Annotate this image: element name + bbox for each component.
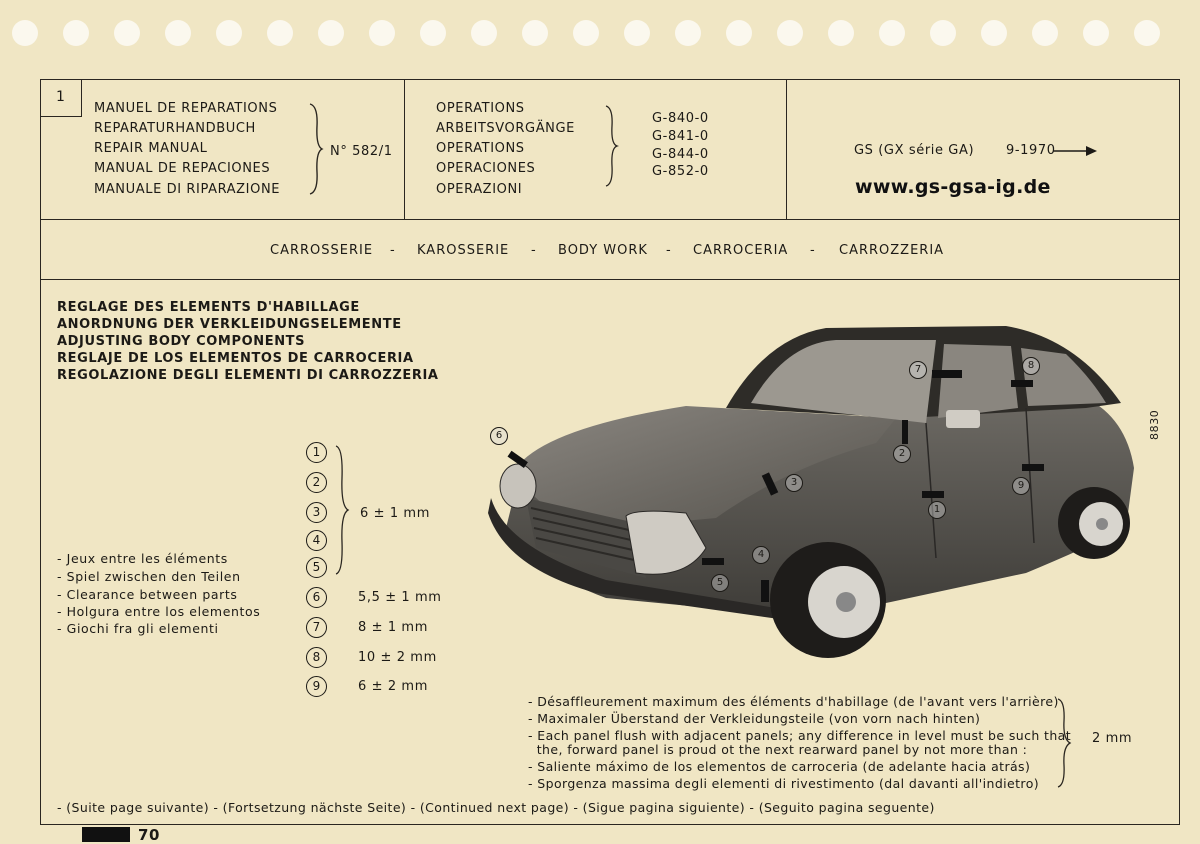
binder-hole xyxy=(1083,20,1109,46)
website-link[interactable]: www.gs-gsa-ig.de xyxy=(855,176,1051,198)
manual-title-line: MANUEL DE REPARATIONS xyxy=(94,101,278,116)
operation-title-line: OPERACIONES xyxy=(436,161,536,176)
binder-hole xyxy=(318,20,344,46)
clearance-value: 6 ± 2 mm xyxy=(358,679,428,694)
clearance-number: 4 xyxy=(306,530,327,551)
clearance-label: - Jeux entre les éléments xyxy=(57,551,228,566)
page-tab-bar xyxy=(82,827,130,842)
callout-6: 6 xyxy=(490,427,508,445)
binder-hole xyxy=(369,20,395,46)
binder-hole xyxy=(981,20,1007,46)
clearance-value: 10 ± 2 mm xyxy=(358,650,437,665)
clearance-label: - Clearance between parts xyxy=(57,587,238,602)
sections-divider xyxy=(40,279,1180,280)
flush-note-line: - Each panel flush with adjacent panels; any difference in level must be such that xyxy=(528,728,1072,743)
page-number: 70 xyxy=(138,826,161,844)
flush-note-line: - Maximaler Überstand der Verkleidungsteile (von vorn nach hinten) xyxy=(528,711,981,726)
clearance-value: 8 ± 1 mm xyxy=(358,620,428,635)
clearance-number: 3 xyxy=(306,502,327,523)
binder-hole xyxy=(165,20,191,46)
manual-title-line: REPARATURHANDBUCH xyxy=(94,121,256,136)
callout-7: 7 xyxy=(909,361,927,379)
model-date: 9-1970 xyxy=(1006,143,1056,158)
operation-code: G-840-0 xyxy=(652,111,709,126)
binder-hole xyxy=(12,20,38,46)
binder-hole xyxy=(828,20,854,46)
header-column-divider xyxy=(786,79,787,220)
operation-code: G-844-0 xyxy=(652,147,709,162)
title-line: ADJUSTING BODY COMPONENTS xyxy=(57,334,306,349)
clearance-number: 9 xyxy=(306,676,327,697)
operation-title-line: OPERATIONS xyxy=(436,141,525,156)
clearance-label: - Spiel zwischen den Teilen xyxy=(57,569,241,584)
binder-hole xyxy=(267,20,293,46)
flush-note-line: - Saliente máximo de los elementos de carroceria (de adelante hacia atrás) xyxy=(528,759,1031,774)
binder-hole xyxy=(471,20,497,46)
clearance-label: - Giochi fra gli elementi xyxy=(57,621,219,636)
figure-number: 8830 xyxy=(1148,409,1161,440)
callout-1: 1 xyxy=(928,501,946,519)
binder-hole xyxy=(420,20,446,46)
operation-title-line: ARBEITSVORGÄNGE xyxy=(436,121,575,136)
arrow-right-icon xyxy=(1052,144,1098,158)
binder-hole xyxy=(114,20,140,46)
section-separator: - xyxy=(390,243,396,258)
brace-icon xyxy=(603,104,619,188)
section-separator: - xyxy=(531,243,537,258)
callout-5: 5 xyxy=(711,574,729,592)
callout-9: 9 xyxy=(1012,477,1030,495)
section-label: CARROSSERIE xyxy=(270,243,374,258)
brace-icon xyxy=(1055,697,1073,789)
operation-code: G-841-0 xyxy=(652,129,709,144)
clearance-number: 6 xyxy=(306,587,327,608)
flush-note-line: the, forward panel is proud ot the next rearward panel by not more than : xyxy=(528,742,1028,757)
binder-hole xyxy=(522,20,548,46)
binder-hole xyxy=(726,20,752,46)
operation-title-line: OPERAZIONI xyxy=(436,182,523,197)
continued-note: - (Suite page suivante) - (Fortsetzung nächste Seite) - (Continued next page) - (Sigue pagina siguiente) - (Seguito pagina seguente) xyxy=(57,800,935,815)
title-line: REGLAJE DE LOS ELEMENTOS DE CARROCERIA xyxy=(57,351,414,366)
manual-title-line: MANUAL DE REPACIONES xyxy=(94,161,271,176)
binder-hole xyxy=(930,20,956,46)
binder-hole xyxy=(573,20,599,46)
binder-hole xyxy=(879,20,905,46)
section-label: CARROZZERIA xyxy=(839,243,945,258)
binder-hole xyxy=(777,20,803,46)
manual-number: N° 582/1 xyxy=(330,144,393,159)
binder-hole xyxy=(1032,20,1058,46)
header-column-divider xyxy=(404,79,405,220)
brace-icon xyxy=(333,444,351,576)
manual-title-line: MANUALE DI RIPARAZIONE xyxy=(94,182,281,197)
section-separator: - xyxy=(810,243,816,258)
section-label: BODY WORK xyxy=(558,243,648,258)
car-illustration xyxy=(486,318,1146,678)
binder-hole xyxy=(216,20,242,46)
title-line: REGLAGE DES ELEMENTS D'HABILLAGE xyxy=(57,300,360,315)
binder-hole xyxy=(63,20,89,46)
sheet-number: 1 xyxy=(40,79,82,117)
clearance-number: 8 xyxy=(306,647,327,668)
binder-hole xyxy=(675,20,701,46)
clearance-number: 2 xyxy=(306,472,327,493)
binder-holes xyxy=(0,20,1200,46)
clearance-group-value: 6 ± 1 mm xyxy=(360,506,430,521)
brace-icon xyxy=(306,102,324,196)
manual-title-line: REPAIR MANUAL xyxy=(94,141,208,156)
callout-8: 8 xyxy=(1022,357,1040,375)
header-divider xyxy=(40,219,1180,220)
section-label: CARROCERIA xyxy=(693,243,789,258)
clearance-number: 5 xyxy=(306,557,327,578)
clearance-number: 1 xyxy=(306,442,327,463)
callout-4: 4 xyxy=(752,546,770,564)
callout-3: 3 xyxy=(785,474,803,492)
clearance-label: - Holgura entre los elementos xyxy=(57,604,261,619)
operation-title-line: OPERATIONS xyxy=(436,101,525,116)
clearance-value: 5,5 ± 1 mm xyxy=(358,590,442,605)
title-line: ANORDNUNG DER VERKLEIDUNGSELEMENTE xyxy=(57,317,402,332)
clearance-number: 7 xyxy=(306,617,327,638)
flush-value: 2 mm xyxy=(1092,731,1133,746)
flush-note-line: - Désaffleurement maximum des éléments d'habillage (de l'avant vers l'arrière) xyxy=(528,694,1059,709)
operation-code: G-852-0 xyxy=(652,164,709,179)
title-line: REGOLAZIONE DEGLI ELEMENTI DI CARROZZERIA xyxy=(57,368,439,383)
section-label: KAROSSERIE xyxy=(417,243,510,258)
callout-2: 2 xyxy=(893,445,911,463)
binder-hole xyxy=(624,20,650,46)
binder-hole xyxy=(1134,20,1160,46)
flush-note-line: - Sporgenza massima degli elementi di rivestimento (dal davanti all'indietro) xyxy=(528,776,1040,791)
model-name: GS (GX série GA) xyxy=(854,143,975,158)
section-separator: - xyxy=(666,243,672,258)
